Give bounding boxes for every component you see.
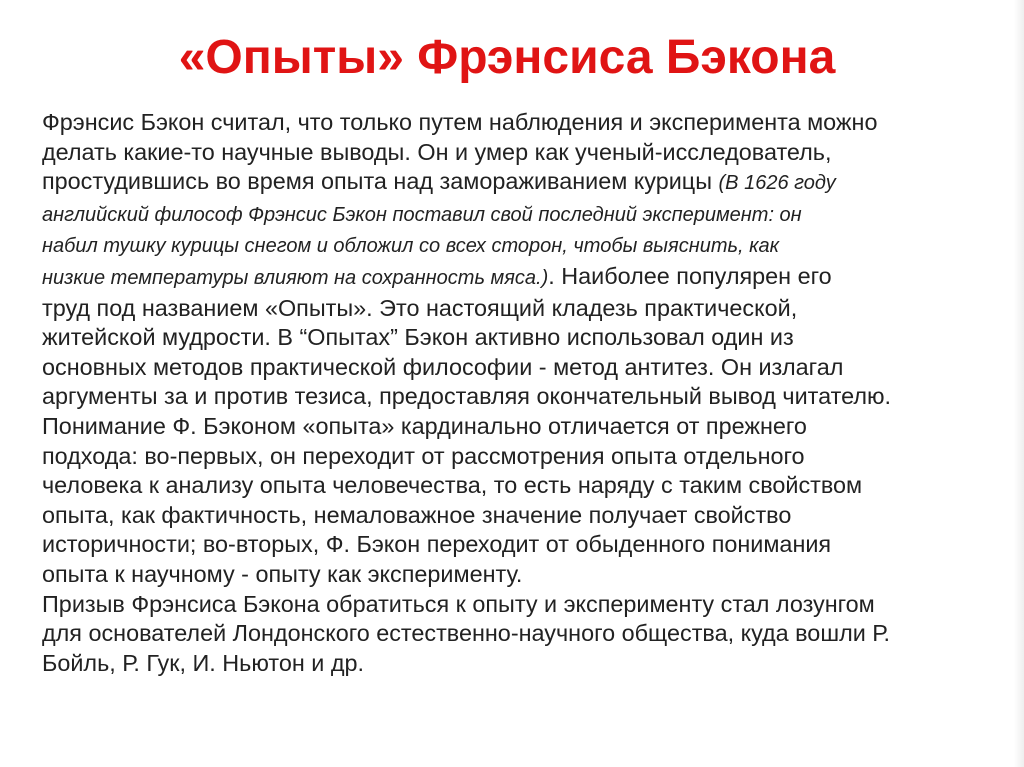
text-fragment: для основателей Лондонского естественно-научного общества, куда вошли Р. (42, 620, 890, 647)
text-fragment: опыта, как фактичность, немаловажное значение получает свойство (42, 501, 792, 528)
note-fragment: набил тушку курицы снегом и обложил со всех сторон, чтобы выяснить, как (42, 235, 780, 258)
text-fragment: житейской мудрости. В “Опытах” Бэкон активно использовал один из (42, 324, 794, 351)
text-line-11 (42, 412, 977, 442)
text-line-19 (42, 649, 977, 679)
text-fragment: . Наиболее популярен его (548, 262, 832, 289)
text-line-15 (42, 530, 977, 560)
text-line-18 (42, 619, 977, 649)
slide-body-text (42, 108, 977, 678)
text-fragment: труд под названием «Опыты». Это настоящий кладезь практической, (42, 294, 798, 321)
note-fragment: низкие температуры влияют на сохранность мяса.) (42, 266, 549, 289)
text-fragment: человека к анализу опыта человечества, то есть наряду с таким свойством (42, 472, 863, 499)
text-fragment: аргументы за и против тезиса, предоставляя окончательный вывод читателю. (42, 383, 892, 410)
text-fragment: простудившись во время опыта над замораживанием курицы (42, 168, 719, 195)
text-line-7 (42, 294, 977, 324)
text-fragment: делать какие-то научные выводы. Он и умер как ученый-исследователь, (42, 138, 832, 165)
text-fragment: историчности; во-вторых, Ф. Бэкон переходит от обыденного понимания (42, 531, 832, 558)
text-fragment: Бойль, Р. Гук, И. Ньютон и др. (42, 649, 364, 676)
text-line-12 (42, 442, 977, 472)
note-fragment: (В 1626 году (718, 172, 836, 195)
text-line-14 (42, 501, 977, 531)
text-line-3 (42, 167, 977, 199)
text-line-8 (42, 323, 977, 353)
text-line-16 (42, 560, 977, 590)
text-line-13 (42, 471, 977, 501)
text-line-2 (42, 138, 977, 168)
text-line-10 (42, 382, 977, 412)
text-line-4 (42, 199, 977, 231)
text-fragment: Понимание Ф. Бэконом «опыта» кардинально отличается от прежнего (42, 412, 807, 439)
text-line-9 (42, 353, 977, 383)
note-fragment: английский философ Фрэнсис Бэкон поставил свой последний эксперимент: он (42, 203, 802, 226)
text-line-6 (42, 262, 977, 294)
text-line-5 (42, 230, 977, 262)
text-fragment: подхода: во-первых, он переходит от рассмотрения опыта отдельного (42, 442, 805, 469)
text-fragment: опыта к научному - опыту как эксперименту. (42, 560, 523, 587)
text-fragment: основных методов практической философии - метод антитез. Он излагал (42, 353, 844, 380)
slide-edge-shadow (1014, 0, 1024, 767)
slide-title: «Опыты» Фрэнсиса Бэкона (178, 31, 836, 84)
text-line-1 (42, 108, 977, 138)
text-fragment: Призыв Фрэнсиса Бэкона обратиться к опыту и эксперименту стал лозунгом (42, 590, 875, 617)
text-line-17 (42, 590, 977, 620)
text-fragment: Фрэнсис Бэкон считал, что только путем наблюдения и эксперимента можно (42, 109, 878, 135)
